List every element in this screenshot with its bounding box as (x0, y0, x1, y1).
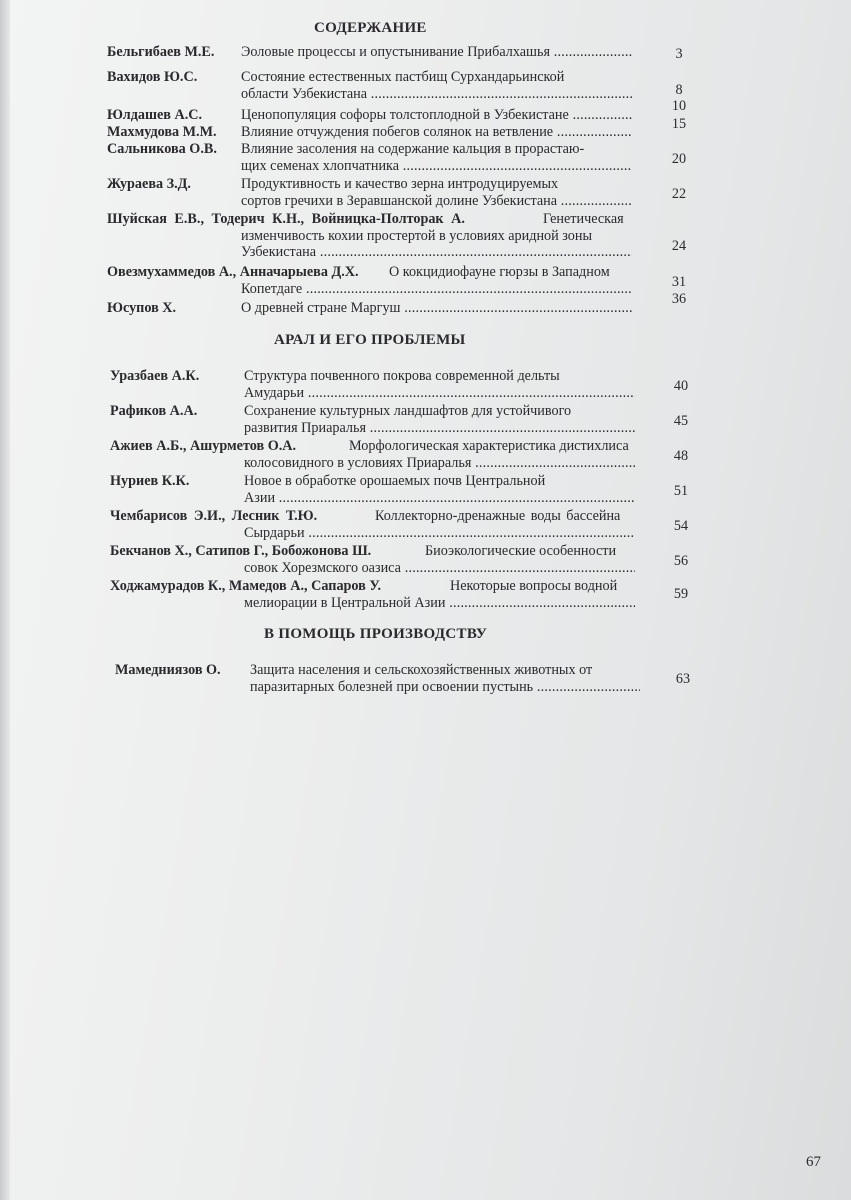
entry-title-line: щих семенах хлопчатника ..... (241, 158, 632, 175)
entry-title-line: Состояние естественных пастбищ Сурхандарьинской (241, 69, 565, 85)
entry-author: Ходжамурадов К., Мамедов А., Сапаров У. (110, 578, 382, 594)
entry-title-line: развития Приаралья ..... (244, 420, 635, 437)
entry-author: Уразбаев А.К. (110, 368, 200, 384)
entry-page-number: 40 (673, 378, 689, 394)
entry-title (244, 595, 635, 612)
section-heading-contents: СОДЕРЖАНИЕ (314, 20, 427, 36)
entry-title (241, 44, 632, 61)
entry-title-line: Сырдарьи ..... (244, 525, 635, 542)
entry-page-number: 24 (671, 238, 687, 254)
entry-title-lead: Генетическая (543, 211, 624, 227)
entry-author: Бекчанов Х., Сатипов Г., Бобожонова Ш. (110, 543, 372, 559)
entry-page-number: 22 (671, 186, 687, 202)
entry-title (241, 107, 632, 124)
entry-title-line: области Узбекистана ..... (241, 86, 632, 103)
entry-title (241, 141, 632, 174)
entry-author: Бельгибаев М.Е. (107, 44, 215, 60)
entry-title (244, 368, 635, 401)
entry-title-line: Влияние засоления на содержание кальция в прорастаю- (241, 141, 585, 157)
entry-author: Ажиев А.Б., Ашурметов О.А. (110, 438, 297, 454)
entry-author: Жураева З.Д. (107, 176, 191, 192)
entry-title (241, 124, 632, 141)
entry-page-number: 3 (675, 46, 683, 62)
entry-title-line: колосовидного в условиях Приаралья ..... (244, 455, 635, 472)
entry-page-number: 63 (675, 671, 691, 687)
entry-author: Сальникова О.В. (107, 141, 217, 157)
entry-title-line: Защита населения и сельскохозяйственных животных от (250, 662, 593, 678)
entry-page-number: 31 (671, 274, 687, 290)
entry-title-line: Продуктивность и качество зерна интродуцируемых (241, 176, 559, 192)
entry-title-line: Ценопопуляция софоры толстоплодной в Узбекистане ..... (241, 107, 632, 124)
entry-title-lead: Коллекторно-дренажные воды бассейна (375, 508, 621, 524)
entry-title-line: сортов гречихи в Зеравшанской долине Узбекистана ..... (241, 193, 632, 210)
entry-title-line: Структура почвенного покрова современной дельты (244, 368, 560, 384)
entry-title-line: Амударьи ..... (244, 385, 635, 402)
entry-title-line: изменчивость кохии простертой в условиях аридной зоны (241, 227, 593, 244)
entry-title-line: Новое в обработке орошаемых почв Центральной (244, 473, 546, 489)
entry-title-line: Влияние отчуждения побегов солянок на ветвление ..... (241, 124, 632, 141)
entry-author: Чембарисов Э.И., Лесник Т.Ю. (110, 508, 318, 524)
entry-title (244, 403, 635, 436)
entry-page-number: 59 (673, 586, 689, 602)
page-folio-number: 67 (806, 1154, 821, 1170)
entry-title-line: Сохранение культурных ландшафтов для устойчивого (244, 403, 572, 419)
entry-page-number: 54 (673, 518, 689, 534)
entry-author: Махмудова М.М. (107, 124, 217, 140)
entry-page-number: 51 (673, 483, 689, 499)
entry-title-lead: О кокцидиофауне гюрзы в Западном (389, 264, 610, 280)
entry-page-number: 8 (675, 82, 683, 98)
entry-title (250, 662, 640, 695)
entry-title-line: паразитарных болезней при освоении пустынь ..... (250, 679, 640, 696)
entry-title (241, 228, 632, 261)
entry-author: Юсупов Х. (107, 300, 177, 316)
entry-title-lead: Некоторые вопросы водной (450, 578, 618, 594)
entry-page-number: 56 (673, 553, 689, 569)
entry-title (241, 176, 632, 209)
entry-author: Вахидов Ю.С. (107, 69, 198, 85)
entry-title-line: Копетдаге ..... (241, 281, 632, 298)
entry-title (244, 525, 635, 542)
entry-title (244, 560, 635, 577)
entry-page-number: 45 (673, 413, 689, 429)
page-edge-shadow (0, 0, 10, 1200)
entry-title (241, 281, 632, 298)
entry-author: Нуриев К.К. (110, 473, 190, 489)
entry-author: Рафиков А.А. (110, 403, 198, 419)
entry-title-line: Азии ..... (244, 490, 635, 507)
entry-title-line: Узбекистана ..... (241, 244, 632, 261)
entry-page-number: 36 (671, 291, 687, 307)
entry-title (244, 473, 635, 506)
entry-author: Шуйская Е.В., Тодерич К.Н., Войницка-Полторак А. (107, 211, 465, 227)
entry-author: Мамедниязов О. (115, 662, 221, 678)
entry-title-lead: Морфологическая характеристика дистихлиса (349, 438, 629, 454)
entry-page-number: 48 (673, 448, 689, 464)
entry-title-line: Эоловые процессы и опустынивание Прибалхашья ..... (241, 44, 632, 61)
entry-title-lead: Биоэкологические особенности (425, 543, 617, 559)
entry-page-number: 10 (671, 98, 687, 114)
entry-title-line: О древней стране Маргуш ..... (241, 300, 632, 317)
entry-title (244, 455, 635, 472)
entry-title-line: мелиорации в Центральной Азии ..... (244, 595, 635, 612)
entry-title (241, 300, 632, 317)
entry-page-number: 15 (671, 116, 687, 132)
entry-author: Юлдашев А.С. (107, 107, 203, 123)
section-heading-production: В ПОМОЩЬ ПРОИЗВОДСТВУ (264, 626, 488, 642)
section-heading-aral: АРАЛ И ЕГО ПРОБЛЕМЫ (274, 332, 466, 348)
entry-page-number: 20 (671, 151, 687, 167)
entry-title-line: совок Хорезмского оазиса ..... (244, 560, 635, 577)
entry-title (241, 69, 632, 102)
entry-author: Овезмухаммедов А., Анначарыева Д.Х. (107, 264, 359, 280)
